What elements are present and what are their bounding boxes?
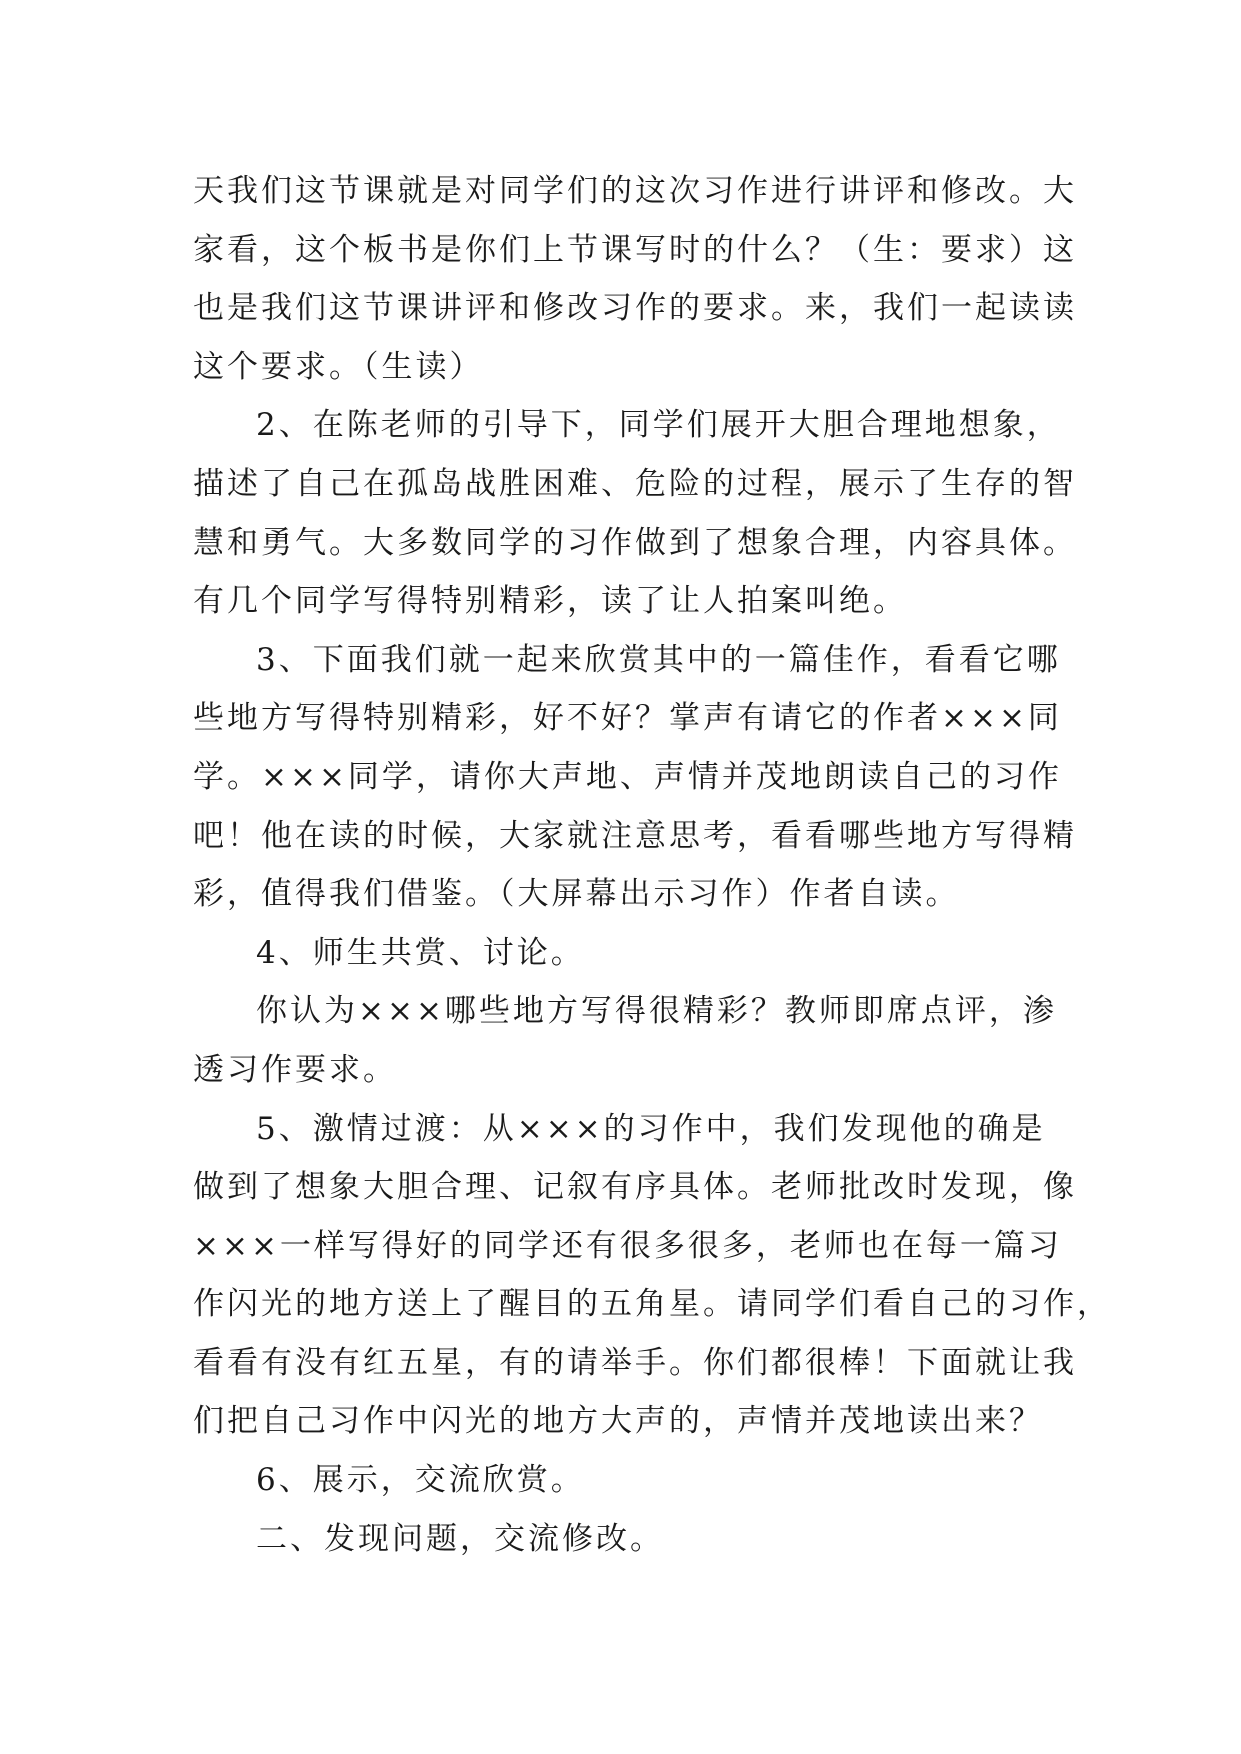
paragraph-start-6: 6、展示，交流欣赏。 (256, 1462, 585, 1499)
paragraph-start: 你认为×××哪些地方写得很精彩？教师即席点评，渗 (256, 993, 1057, 1030)
text-line: 家看，这个板书是你们上节课写时的什么？（生：要求）这 (193, 231, 1077, 268)
text-line: 些地方写得特别精彩，好不好？掌声有请它的作者×××同 (193, 700, 1062, 737)
text-line: 也是我们这节课讲评和修改习作的要求。来，我们一起读读 (193, 290, 1077, 327)
paragraph-start-3: 3、下面我们就一起来欣赏其中的一篇佳作，看看它哪 (256, 641, 1061, 678)
document-body (193, 162, 1111, 1568)
paragraph-start-5: 5、激情过渡：从×××的习作中，我们发现他的确是 (256, 1110, 1046, 1147)
text-line: 慧和勇气。大多数同学的习作做到了想象合理，内容具体。 (193, 524, 1077, 561)
text-line: 们把自己习作中闪光的地方大声的，声情并茂地读出来？ (193, 1403, 1043, 1440)
text-line: 天我们这节课就是对同学们的这次习作进行讲评和修改。大 (193, 173, 1077, 209)
text-line: 吧！他在读的时候，大家就注意思考，看看哪些地方写得精 (193, 817, 1077, 854)
text-line: 学。×××同学，请你大声地、声情并茂地朗读自己的习作 (193, 758, 1062, 795)
text-line: 看看有没有红五星，有的请举手。你们都很棒！下面就让我 (193, 1344, 1077, 1381)
text-line: 这个要求。（生读） (193, 348, 484, 385)
text-line: 做到了想象大胆合理、记叙有序具体。老师批改时发现，像 (193, 1169, 1077, 1206)
text-line: 透习作要求。 (193, 1051, 397, 1088)
text-line: 作闪光的地方送上了醒目的五角星。请同学们看自己的习作， (193, 1286, 1111, 1323)
text-line: 描述了自己在孤岛战胜困难、危险的过程，展示了生存的智 (193, 465, 1077, 502)
text-line: 有几个同学写得特别精彩，读了让人拍案叫绝。 (193, 583, 907, 620)
text-line: 彩，值得我们借鉴。（大屏幕出示习作）作者自读。 (193, 876, 960, 913)
paragraph-start-2: 2、在陈老师的引导下，同学们展开大胆合理地想象， (256, 407, 1061, 444)
text-line: ×××一样写得好的同学还有很多很多，老师也在每一篇习 (193, 1227, 1062, 1264)
section-heading: 二、发现问题，交流修改。 (256, 1520, 664, 1557)
paragraph-start-4: 4、师生共赏、讨论。 (256, 934, 585, 971)
